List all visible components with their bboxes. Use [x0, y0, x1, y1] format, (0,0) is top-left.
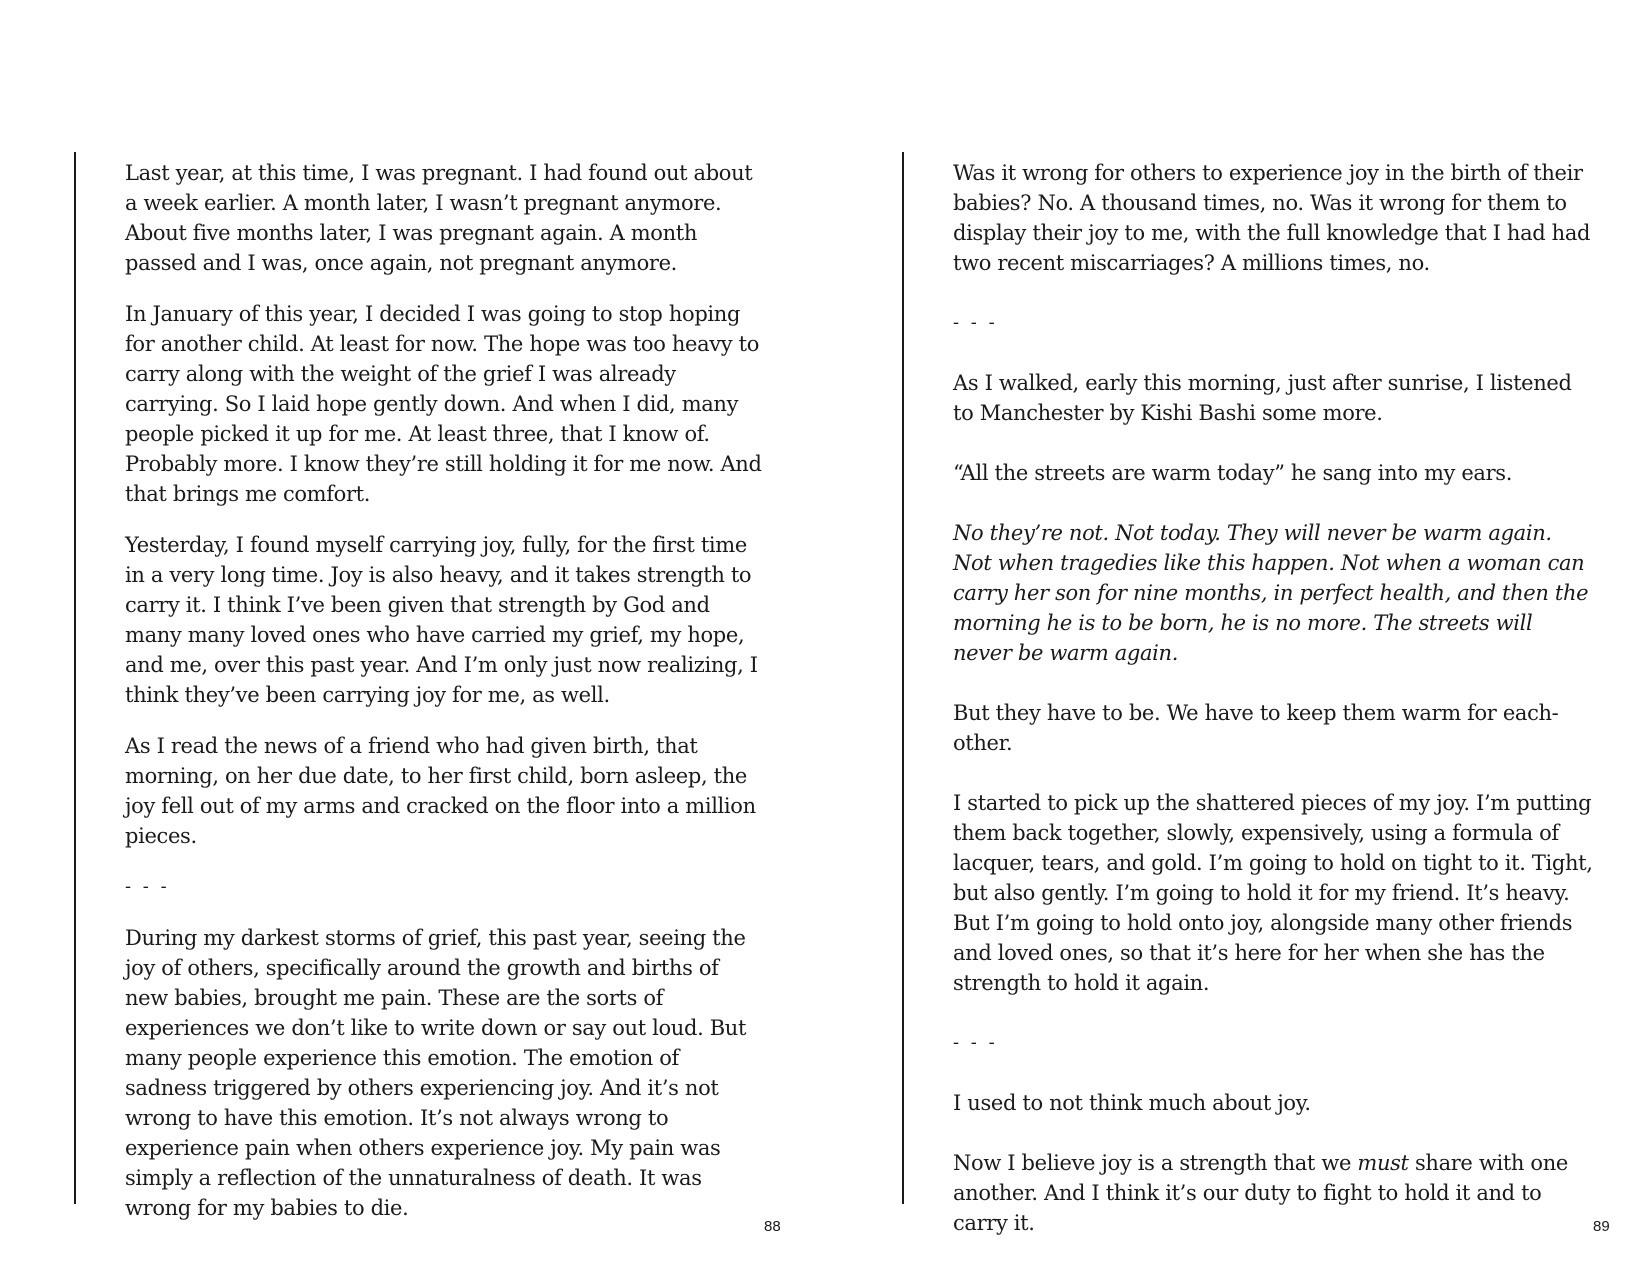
emphasis-must: must: [1357, 1151, 1409, 1175]
paragraph-italic: No they’re not. Not today. They will never be warm again. Not when tragedies like this happen. Not when a woman can carry her son for nine months, in perfect health, and then the morning he is to be born, he is no more. The streets will never be warm again.: [953, 521, 1589, 665]
paragraph: During my darkest storms of grief, this past year, seeing the joy of others, specifically around the growth and births of new babies, brought me pain. These are the sorts of experiences we don’t like to write down or say out loud. But many people experience this emotion. The emotion of sadness triggered by others experiencing joy. And it’s not wrong to have this emotion. It’s not always wrong to experience pain when others experience joy. My pain was simply a reflection of the unnaturalness of death. It was wrong for my babies to die.: [125, 926, 747, 1220]
page-number-right: 89: [1593, 1218, 1610, 1235]
section-separator: - - -: [953, 1032, 998, 1053]
paragraph: But they have to be. We have to keep them warm for each-other.: [953, 701, 1559, 755]
paragraph: Yesterday, I found myself carrying joy, fully, for the first time in a very long time. Joy is also heavy, and it takes strength to carry it. I think I’ve been given that strength by God and many many loved ones who have carried my grief, my hope, and me, over this past year. And I’m only just now realizing, I think they’ve been carrying joy for me, as well.: [125, 533, 758, 707]
paragraph: In January of this year, I decided I was going to stop hoping for another child. At least for now. The hope was too heavy to carry along with the weight of the grief I was already carrying. So I laid hope gently down. And when I did, many people picked it up for me. At least three, that I know of. Probably more. I know they’re still holding it for me now. And that brings me comfort.: [125, 302, 762, 506]
left-text-column: [125, 158, 765, 1244]
paragraph: I used to not think much about joy.: [953, 1091, 1311, 1115]
final-text-end: share with one another. And I think it’s our duty to fight to hold it and to carry it.: [953, 1151, 1568, 1235]
section-separator: - - -: [125, 876, 170, 897]
right-margin-rule: [902, 152, 904, 1204]
paragraph: Last year, at this time, I was pregnant. I had found out about a week earlier. A month later, I wasn’t pregnant anymore. About five months later, I was pregnant again. A month passed and I was, once again, not pregnant anymore.: [125, 161, 753, 275]
page-number-left: 88: [764, 1218, 781, 1235]
paragraph-final: [953, 1148, 1593, 1238]
paragraph: As I read the news of a friend who had given birth, that morning, on her due date, to her first child, born asleep, the joy fell out of my arms and cracked on the floor into a million pieces.: [125, 734, 756, 848]
paragraph: As I walked, early this morning, just after sunrise, I listened to Manchester by Kishi Bashi some more.: [953, 371, 1572, 425]
right-page: [825, 0, 1650, 1275]
section-separator: - - -: [953, 312, 998, 333]
right-text-column: [953, 158, 1593, 1268]
final-text-start: Now I believe joy is a strength that we: [953, 1151, 1358, 1175]
paragraph-quote: “All the streets are warm today” he sang into my ears.: [953, 461, 1513, 485]
paragraph: Was it wrong for others to experience joy in the birth of their babies? No. A thousand times, no. Was it wrong for them to display their joy to me, with the full knowledge that I had had two recent miscarriages? A millions times, no.: [953, 161, 1591, 275]
paragraph: I started to pick up the shattered pieces of my joy. I’m putting them back together, slowly, expensively, using a formula of lacquer, tears, and gold. I’m going to hold on tight to it. Tight, but also gently. I’m going to hold it for my friend. It’s heavy. But I’m going to hold onto joy, alongside many other friends and loved ones, so that it’s here for her when she has the strength to hold it again.: [953, 791, 1593, 995]
left-margin-rule: [74, 152, 76, 1204]
